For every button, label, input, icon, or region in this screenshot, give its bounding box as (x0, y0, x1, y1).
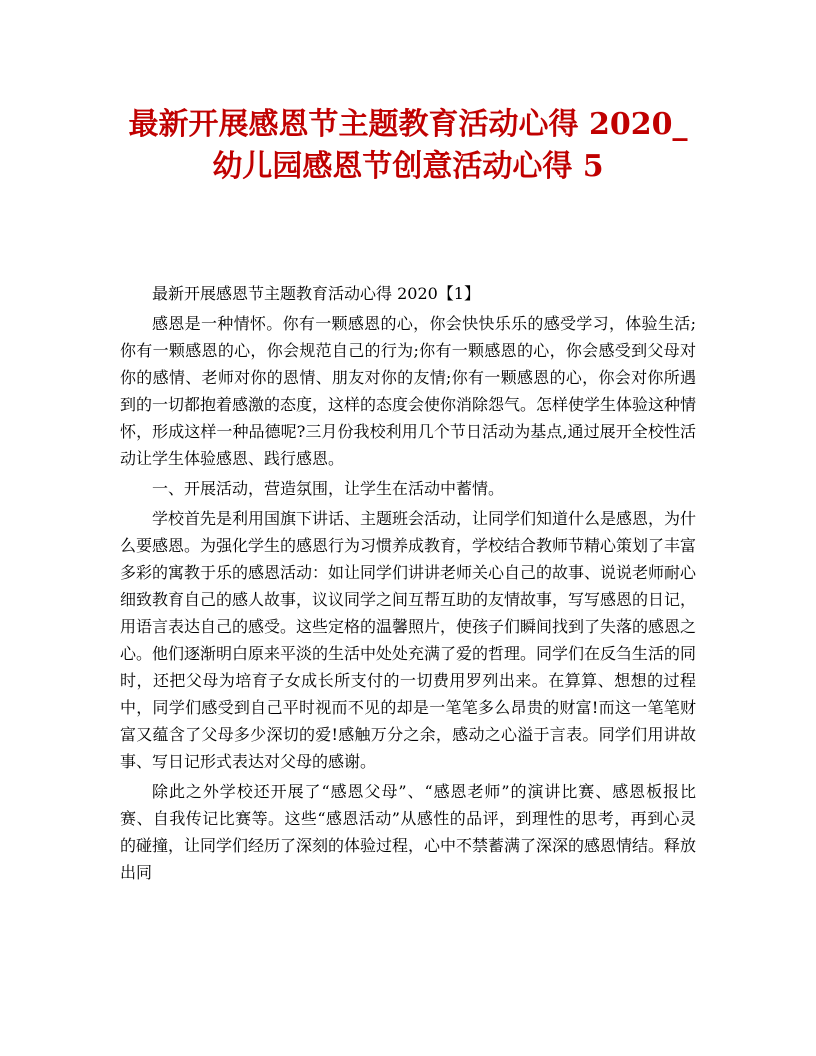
document-title (100, 104, 716, 188)
section-heading: 最新开展感恩节主题教育活动心得 2020【1】 (152, 284, 480, 303)
paragraph-subheading-1: 一、开展活动，营造氛围，让学生在活动中蓄情。 (152, 479, 505, 498)
title-line-1: 最新开展感恩节主题教育活动心得 2020_ (128, 107, 688, 142)
paragraph-activities: 学校首先是利用国旗下讲话、主题班会活动，让同学们知道什么是感恩，为什么要感恩。为强化学生的感恩行为习惯养成教育，学校结合教师节精心策划了丰富多彩的寓教于乐的感恩活动：如让同学们讲讲老师关心自己的故事、说说老师耐心细致教育自己的感人故事，议议同学之间互帮互助的友情故事，写写感恩的日记，用语言表达自己的感受。这些定格的温馨照片，使孩子们瞬间找到了失落的感恩之心。他们逐渐明白原来平淡的生活中处处充满了爱的哲理。同学们在反刍生活的同时，还把父母为培育子女成长所支付的一切费用罗列出来。在算算、想想的过程中，同学们感受到自己平时视而不见的却是一笔笔多么昂贵的财富!而这一笔笔财富又蕴含了父母多少深切的爱!感触万分之余，感动之心溢于言表。同学们用讲故事、写日记形式表达对父母的感谢。 (120, 509, 697, 771)
title-line-2: 幼儿园感恩节创意活动心得 5 (212, 149, 604, 184)
paragraph-intro: 感恩是一种情怀。你有一颗感恩的心，你会快快乐乐的感受学习，体验生活;你有一颗感恩的心，你会规范自己的行为;你有一颗感恩的心，你会感受到父母对你的感情、老师对你的恩情、朋友对你的友情;你有一颗感恩的心，你会对你所遇到的一切都抱着感激的态度，这样的态度会使你消除怨气。怎样使学生体验这种情怀，形成这样一种品德呢?三月份我校利用几个节日活动为基点,通过展开全校性活动让学生体验感恩、践行感恩。 (120, 314, 697, 468)
document-body (120, 280, 696, 889)
paragraph-other-activities: 除此之外学校还开展了“感恩父母”、“感恩老师”的演讲比赛、感恩板报比赛、自我传记比赛等。这些“感恩活动”从感性的品评，到理性的思考，再到心灵的碰撞，让同学们经历了深刻的体验过程，心中不禁蓄满了深深的感恩情结。释放出同 (120, 782, 697, 882)
